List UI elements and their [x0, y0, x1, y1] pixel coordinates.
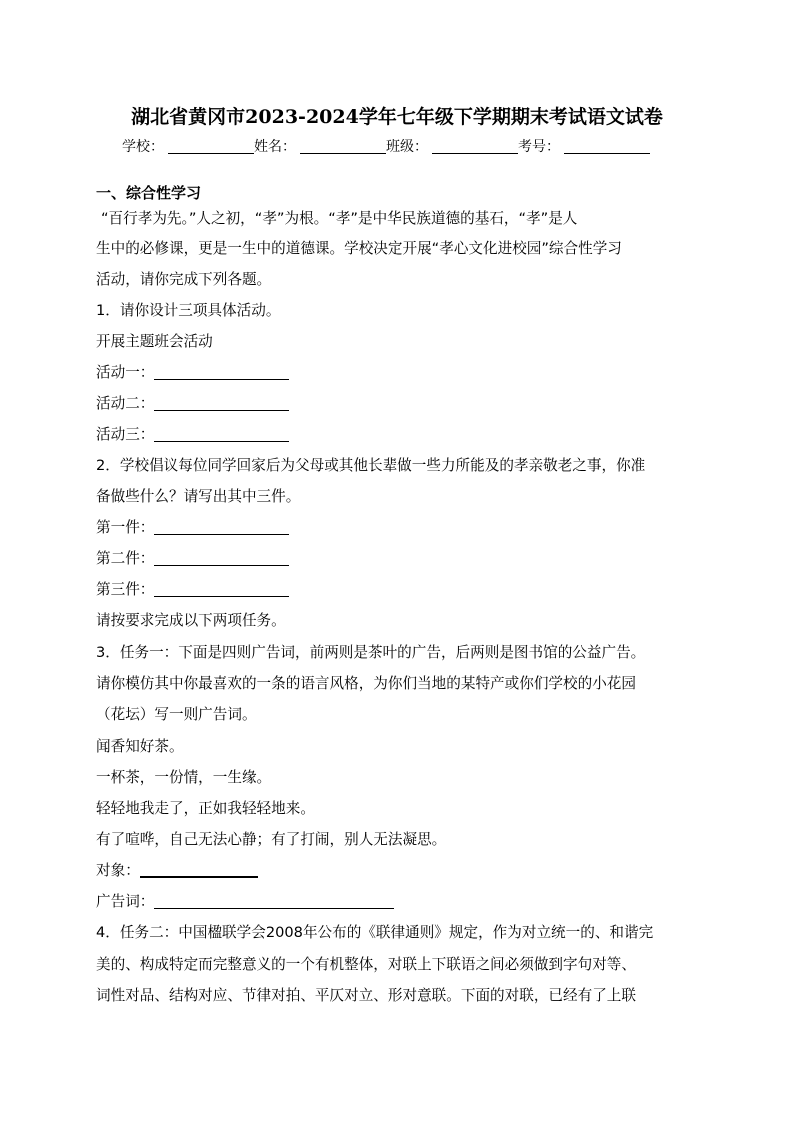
question-3-prompt-line-2: 请你模仿其中你最喜欢的一条的语言风格，为你们当地的某特产或你们学校的小花园: [96, 675, 636, 692]
object-blank[interactable]: [140, 861, 258, 878]
section-heading: 一、综合性学习: [96, 184, 202, 202]
task-1-blank[interactable]: [154, 519, 289, 535]
class-blank[interactable]: [432, 138, 518, 154]
object-row: [96, 859, 258, 880]
activity-1-row: [96, 361, 289, 382]
question-3-prompt-line-3: （花坛）写一则广告词。: [96, 706, 257, 723]
activity-1-blank[interactable]: [154, 364, 289, 380]
activity-2-row: [96, 392, 289, 413]
activity-1-label: 活动一：: [96, 364, 155, 381]
exam-number-blank[interactable]: [564, 138, 650, 154]
exam-number-label: 考号：: [518, 139, 560, 155]
question-2-prompt-line-2: 备做些什么？请写出其中三件。: [96, 488, 301, 505]
ad-line-4: 有了喧哗，自己无法心静；有了打闹，别人无法凝思。: [96, 831, 447, 848]
student-info-row: [122, 136, 650, 156]
ad-line-3: 轻轻地我走了，正如我轻轻地来。: [96, 800, 315, 817]
question-4-prompt-line-3: 词性对品、结构对应、节律对拍、平仄对立、形对意联。下面的对联，已经有了上联: [96, 987, 636, 1004]
question-3-prompt-line-1: 3．任务一：下面是四则广告词，前两则是茶叶的广告，后两则是图书馆的公益广告。: [96, 644, 646, 661]
ad-line-2: 一杯茶，一份情，一生缘。: [96, 769, 272, 786]
task-3-label: 第三件：: [96, 581, 155, 598]
question-2-prompt-line-1: 2．学校倡议每位同学回家后为父母或其他长辈做一些力所能及的孝亲敬老之事，你准: [96, 457, 646, 474]
task-3-blank[interactable]: [154, 581, 289, 597]
task-3-row: [96, 578, 289, 599]
task-2-blank[interactable]: [154, 550, 289, 566]
intro-line-3: 活动，请你完成下列各题。: [96, 271, 272, 288]
question-1-example: 开展主题班会活动: [96, 333, 213, 350]
question-1-prompt: 1．请你设计三项具体活动。: [96, 302, 281, 319]
activity-3-label: 活动三：: [96, 426, 155, 443]
task-2-row: [96, 547, 289, 568]
ad-copy-label: 广告词：: [96, 893, 155, 910]
object-label: 对象：: [96, 862, 140, 879]
class-label: 班级：: [386, 139, 428, 155]
instruction-line: 请按要求完成以下两项任务。: [96, 612, 286, 629]
task-1-label: 第一件：: [96, 519, 155, 536]
ad-copy-row: [96, 890, 394, 911]
question-4-prompt-line-1: 4．任务二：中国楹联学会2008年公布的《联律通则》规定，作为对立统一的、和谐完: [96, 924, 654, 941]
intro-line-2: 生中的必修课，更是一生中的道德课。学校决定开展“孝心文化进校园”综合性学习: [96, 240, 622, 257]
ad-copy-blank[interactable]: [154, 893, 394, 909]
activity-2-blank[interactable]: [154, 395, 289, 411]
activity-2-label: 活动二：: [96, 395, 155, 412]
exam-title: 湖北省黄冈市2023-2024学年七年级下学期期末考试语文试卷: [131, 106, 663, 128]
task-1-row: [96, 516, 289, 537]
name-label: 姓名：: [254, 139, 296, 155]
school-label: 学校：: [122, 139, 164, 155]
school-blank[interactable]: [168, 138, 254, 154]
name-blank[interactable]: [300, 138, 386, 154]
intro-line-1: “百行孝为先。”人之初，“孝”为根。“孝”是中华民族道德的基石，“孝”是人: [101, 210, 578, 227]
activity-3-blank[interactable]: [154, 426, 289, 442]
task-2-label: 第二件：: [96, 550, 155, 567]
question-4-prompt-line-2: 美的、构成特定而完整意义的一个有机整体，对联上下联语之间必须做到字句对等、: [96, 956, 636, 973]
activity-3-row: [96, 423, 289, 444]
ad-line-1: 闻香知好茶。: [96, 738, 184, 755]
